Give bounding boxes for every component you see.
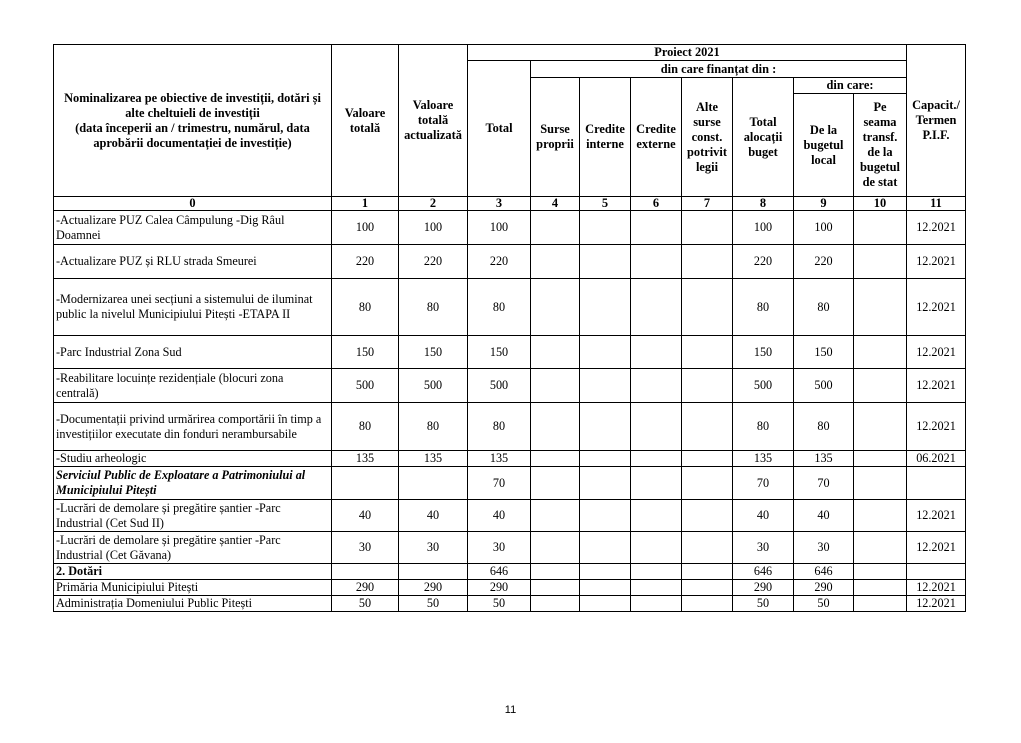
cell-project-total: 150 xyxy=(468,336,531,369)
column-number: 7 xyxy=(682,197,733,211)
header-objective-line: Nominalizarea pe obiective de investiții, dotări și xyxy=(64,90,321,105)
cell-project-total: 220 xyxy=(468,245,531,279)
cell-updated-value: 290 xyxy=(399,580,468,596)
table-row xyxy=(54,500,966,532)
header-other-sources: Alte surse const. potrivit legii xyxy=(682,78,733,197)
objective-name: -Reabilitare locuințe rezidențiale (blocuri zona centrală) xyxy=(54,369,332,403)
cell-local-budget: 290 xyxy=(794,580,854,596)
cell-internal-credits xyxy=(580,596,631,612)
cell-budget-allocations: 30 xyxy=(733,532,794,564)
cell-term: 12.2021 xyxy=(907,279,966,336)
header-financed-group: din care finanțat din : xyxy=(531,61,907,78)
cell-total-value: 290 xyxy=(332,580,399,596)
table-row xyxy=(54,580,966,596)
section-name: 2. Dotări xyxy=(54,564,332,580)
cell-own-sources xyxy=(531,279,580,336)
cell-total-value xyxy=(332,467,399,500)
cell-internal-credits xyxy=(580,500,631,532)
cell-other-sources xyxy=(682,369,733,403)
cell-project-total: 70 xyxy=(468,467,531,500)
header-total-value: Valoare totală xyxy=(332,45,399,197)
cell-total-value: 150 xyxy=(332,336,399,369)
column-number: 3 xyxy=(468,197,531,211)
cell-other-sources xyxy=(682,596,733,612)
table-row xyxy=(54,596,966,612)
table-row xyxy=(54,403,966,451)
column-number: 8 xyxy=(733,197,794,211)
cell-internal-credits xyxy=(580,451,631,467)
cell-budget-allocations: 290 xyxy=(733,580,794,596)
cell-local-budget: 80 xyxy=(794,279,854,336)
cell-external-credits xyxy=(631,403,682,451)
column-number: 2 xyxy=(399,197,468,211)
cell-term: 12.2021 xyxy=(907,336,966,369)
cell-budget-allocations: 80 xyxy=(733,403,794,451)
cell-own-sources xyxy=(531,211,580,245)
cell-local-budget: 135 xyxy=(794,451,854,467)
cell-term xyxy=(907,467,966,500)
header-local-budget: De la bugetul local xyxy=(794,94,854,197)
cell-other-sources xyxy=(682,403,733,451)
header-total-budget-allocations: Total alocații buget xyxy=(733,78,794,197)
table-row xyxy=(54,369,966,403)
cell-total-value xyxy=(332,564,399,580)
section-name: Serviciul Public de Exploatare a Patrimoniului al Municipiului Pitești xyxy=(54,467,332,500)
cell-total-value: 80 xyxy=(332,279,399,336)
cell-project-total: 500 xyxy=(468,369,531,403)
column-number: 4 xyxy=(531,197,580,211)
cell-external-credits xyxy=(631,211,682,245)
cell-other-sources xyxy=(682,500,733,532)
header-objective-line: aprobării documentației de investiție) xyxy=(93,135,292,150)
cell-updated-value: 30 xyxy=(399,532,468,564)
table-row xyxy=(54,211,966,245)
header-objective-line: (data începerii an / trimestru, numărul, data xyxy=(75,120,310,135)
cell-internal-credits xyxy=(580,369,631,403)
cell-local-budget: 40 xyxy=(794,500,854,532)
table-row-section xyxy=(54,467,966,500)
cell-internal-credits xyxy=(580,532,631,564)
header-project-total: Total xyxy=(468,61,531,197)
cell-other-sources xyxy=(682,467,733,500)
cell-external-credits xyxy=(631,532,682,564)
cell-project-total: 80 xyxy=(468,403,531,451)
cell-total-value: 40 xyxy=(332,500,399,532)
cell-updated-value: 40 xyxy=(399,500,468,532)
cell-budget-allocations: 646 xyxy=(733,564,794,580)
cell-external-credits xyxy=(631,279,682,336)
cell-project-total: 40 xyxy=(468,500,531,532)
cell-local-budget: 150 xyxy=(794,336,854,369)
column-number: 0 xyxy=(54,197,332,211)
table-row xyxy=(54,279,966,336)
objective-name: -Documentații privind urmărirea comportării în timp a investițiilor executate din fonduri nerambursabile xyxy=(54,403,332,451)
cell-term: 12.2021 xyxy=(907,403,966,451)
objective-name: -Lucrări de demolare și pregătire șantier -Parc Industrial (Cet Găvana) xyxy=(54,532,332,564)
cell-budget-allocations: 500 xyxy=(733,369,794,403)
cell-project-total: 100 xyxy=(468,211,531,245)
cell-local-budget: 30 xyxy=(794,532,854,564)
cell-other-sources xyxy=(682,451,733,467)
cell-internal-credits xyxy=(580,564,631,580)
cell-own-sources xyxy=(531,336,580,369)
cell-budget-allocations: 220 xyxy=(733,245,794,279)
cell-own-sources xyxy=(531,403,580,451)
cell-local-budget: 500 xyxy=(794,369,854,403)
cell-term: 12.2021 xyxy=(907,245,966,279)
cell-own-sources xyxy=(531,596,580,612)
cell-internal-credits xyxy=(580,403,631,451)
cell-term: 12.2021 xyxy=(907,580,966,596)
column-number: 11 xyxy=(907,197,966,211)
cell-state-transfers xyxy=(854,564,907,580)
cell-total-value: 30 xyxy=(332,532,399,564)
investment-budget-table xyxy=(53,44,966,612)
objective-name: -Actualizare PUZ și RLU strada Smeurei xyxy=(54,245,332,279)
cell-project-total: 80 xyxy=(468,279,531,336)
cell-external-credits xyxy=(631,596,682,612)
cell-external-credits xyxy=(631,500,682,532)
cell-external-credits xyxy=(631,580,682,596)
cell-total-value: 220 xyxy=(332,245,399,279)
page-number: 11 xyxy=(504,704,517,716)
table-header xyxy=(54,45,966,211)
column-number: 9 xyxy=(794,197,854,211)
cell-own-sources xyxy=(531,451,580,467)
cell-term: 12.2021 xyxy=(907,211,966,245)
table-row xyxy=(54,336,966,369)
cell-local-budget: 50 xyxy=(794,596,854,612)
header-updated-total-value: Valoare totală actualizată xyxy=(399,45,468,197)
objective-name: -Parc Industrial Zona Sud xyxy=(54,336,332,369)
cell-state-transfers xyxy=(854,369,907,403)
objective-name: -Lucrări de demolare și pregătire șantier -Parc Industrial (Cet Sud II) xyxy=(54,500,332,532)
cell-internal-credits xyxy=(580,245,631,279)
cell-internal-credits xyxy=(580,467,631,500)
cell-total-value: 50 xyxy=(332,596,399,612)
cell-term: 12.2021 xyxy=(907,369,966,403)
header-own-sources: Surse proprii xyxy=(531,78,580,197)
header-project-group: Proiect 2021 xyxy=(468,45,907,61)
cell-other-sources xyxy=(682,211,733,245)
cell-budget-allocations: 135 xyxy=(733,451,794,467)
cell-updated-value: 80 xyxy=(399,403,468,451)
cell-total-value: 100 xyxy=(332,211,399,245)
cell-updated-value xyxy=(399,564,468,580)
cell-updated-value: 150 xyxy=(399,336,468,369)
cell-budget-allocations: 80 xyxy=(733,279,794,336)
cell-other-sources xyxy=(682,564,733,580)
cell-other-sources xyxy=(682,580,733,596)
cell-internal-credits xyxy=(580,336,631,369)
cell-own-sources xyxy=(531,532,580,564)
column-number: 6 xyxy=(631,197,682,211)
cell-external-credits xyxy=(631,451,682,467)
header-external-credits: Credite externe xyxy=(631,78,682,197)
cell-other-sources xyxy=(682,245,733,279)
cell-own-sources xyxy=(531,580,580,596)
objective-name: Primăria Municipiului Pitești xyxy=(54,580,332,596)
cell-external-credits xyxy=(631,467,682,500)
cell-local-budget: 220 xyxy=(794,245,854,279)
cell-project-total: 30 xyxy=(468,532,531,564)
cell-external-credits xyxy=(631,564,682,580)
cell-budget-allocations: 50 xyxy=(733,596,794,612)
column-number-row xyxy=(54,197,966,211)
table-row xyxy=(54,245,966,279)
cell-internal-credits xyxy=(580,211,631,245)
cell-updated-value: 135 xyxy=(399,451,468,467)
cell-external-credits xyxy=(631,369,682,403)
cell-state-transfers xyxy=(854,451,907,467)
cell-local-budget: 70 xyxy=(794,467,854,500)
column-number: 1 xyxy=(332,197,399,211)
cell-updated-value: 50 xyxy=(399,596,468,612)
cell-project-total: 646 xyxy=(468,564,531,580)
cell-state-transfers xyxy=(854,532,907,564)
cell-updated-value: 100 xyxy=(399,211,468,245)
cell-updated-value: 500 xyxy=(399,369,468,403)
header-objective-name xyxy=(54,45,332,197)
objective-name: -Modernizarea unei secțiuni a sistemului de iluminat public la nivelul Municipiului Pitești -ETAPA II xyxy=(54,279,332,336)
table-row xyxy=(54,451,966,467)
objective-name: -Studiu arheologic xyxy=(54,451,332,467)
cell-total-value: 500 xyxy=(332,369,399,403)
cell-state-transfers xyxy=(854,245,907,279)
header-internal-credits: Credite interne xyxy=(580,78,631,197)
header-of-which-group: din care: xyxy=(794,78,907,94)
cell-own-sources xyxy=(531,369,580,403)
cell-own-sources xyxy=(531,245,580,279)
table-row xyxy=(54,532,966,564)
objective-name: -Actualizare PUZ Calea Câmpulung -Dig Râul Doamnei xyxy=(54,211,332,245)
cell-other-sources xyxy=(682,532,733,564)
cell-state-transfers xyxy=(854,403,907,451)
cell-project-total: 135 xyxy=(468,451,531,467)
column-number: 10 xyxy=(854,197,907,211)
cell-updated-value: 80 xyxy=(399,279,468,336)
cell-internal-credits xyxy=(580,279,631,336)
cell-other-sources xyxy=(682,336,733,369)
cell-state-transfers xyxy=(854,596,907,612)
cell-term: 12.2021 xyxy=(907,596,966,612)
cell-total-value: 80 xyxy=(332,403,399,451)
cell-state-transfers xyxy=(854,211,907,245)
cell-budget-allocations: 100 xyxy=(733,211,794,245)
cell-term xyxy=(907,564,966,580)
cell-budget-allocations: 150 xyxy=(733,336,794,369)
cell-state-transfers xyxy=(854,580,907,596)
cell-updated-value xyxy=(399,467,468,500)
cell-external-credits xyxy=(631,336,682,369)
cell-local-budget: 100 xyxy=(794,211,854,245)
cell-term: 12.2021 xyxy=(907,500,966,532)
cell-state-transfers xyxy=(854,467,907,500)
cell-other-sources xyxy=(682,279,733,336)
header-capacity-term: Capacit./ Termen P.I.F. xyxy=(907,45,966,197)
cell-updated-value: 220 xyxy=(399,245,468,279)
column-number: 5 xyxy=(580,197,631,211)
cell-state-transfers xyxy=(854,336,907,369)
cell-project-total: 290 xyxy=(468,580,531,596)
cell-term: 06.2021 xyxy=(907,451,966,467)
cell-local-budget: 646 xyxy=(794,564,854,580)
cell-own-sources xyxy=(531,500,580,532)
cell-own-sources xyxy=(531,467,580,500)
cell-budget-allocations: 40 xyxy=(733,500,794,532)
cell-total-value: 135 xyxy=(332,451,399,467)
table-row-section xyxy=(54,564,966,580)
cell-own-sources xyxy=(531,564,580,580)
cell-budget-allocations: 70 xyxy=(733,467,794,500)
cell-state-transfers xyxy=(854,500,907,532)
cell-state-transfers xyxy=(854,279,907,336)
header-state-budget-transfers: Pe seama transf. de la bugetul de stat xyxy=(854,94,907,197)
table-body xyxy=(54,211,966,612)
cell-internal-credits xyxy=(580,580,631,596)
cell-project-total: 50 xyxy=(468,596,531,612)
objective-name: Administrația Domeniului Public Pitești xyxy=(54,596,332,612)
cell-local-budget: 80 xyxy=(794,403,854,451)
cell-term: 12.2021 xyxy=(907,532,966,564)
cell-external-credits xyxy=(631,245,682,279)
header-objective-line: alte cheltuieli de investiții xyxy=(125,105,260,120)
